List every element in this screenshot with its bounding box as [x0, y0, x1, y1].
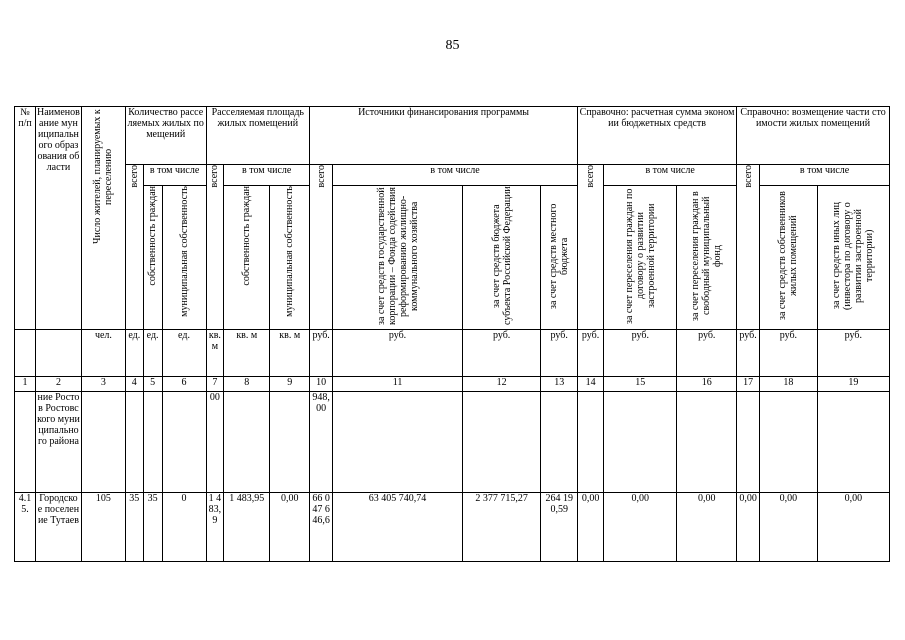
- header-row-1: [15, 107, 890, 165]
- col-header-num: № п/п: [15, 107, 36, 330]
- col-header-sav-total: всего: [578, 165, 604, 330]
- col-header-rooms-incl: в том числе: [143, 165, 206, 186]
- column-number-cell: 6: [162, 377, 206, 392]
- col-header-area: Расселяемая площадь жилых помещений: [206, 107, 310, 165]
- cell-sav-contract: [604, 392, 677, 493]
- cell-comp-owners: 0,00: [760, 493, 818, 562]
- cell-fin-subject: 2 377 715,27: [462, 493, 540, 562]
- cell-residents: 105: [81, 493, 125, 562]
- unit-cell: руб.: [333, 330, 463, 377]
- col-header-area-own: собственность граждан: [224, 186, 270, 330]
- unit-cell: руб.: [541, 330, 578, 377]
- cell-area-own: 1 483,95: [224, 493, 270, 562]
- col-header-area-mun: муниципальная собственность: [270, 186, 310, 330]
- cell-name: ние Ростов Ростовского муниципального района: [35, 392, 81, 493]
- unit-cell: руб.: [604, 330, 677, 377]
- col-header-fin-fund: за счет средств государственной корпорации – Фонда содействия реформированию жилищно-коммунального хозяйства: [333, 186, 463, 330]
- cell-rooms-mun: 0: [162, 493, 206, 562]
- col-header-fin-subject: за счет средств бюджета субъекта Российской Федерации: [462, 186, 540, 330]
- column-number-cell: 19: [817, 377, 889, 392]
- column-number-cell: 4: [125, 377, 143, 392]
- cell-num: 4.15.: [15, 493, 36, 562]
- header-row-2: [15, 165, 890, 186]
- page-number: 85: [445, 38, 460, 53]
- column-number-cell: 8: [224, 377, 270, 392]
- col-header-comp-other: за счет средств иных лиц (инвестора по договору о развитии застроенной территории): [817, 186, 889, 330]
- col-header-sav-incl: в том числе: [604, 165, 737, 186]
- cell-comp-other: [817, 392, 889, 493]
- col-header-sav-free: за счет переселения граждан в свободный муниципальный фонд: [677, 186, 737, 330]
- column-number-cell: 1: [15, 377, 36, 392]
- cell-fin-subject: [462, 392, 540, 493]
- col-header-residents: Число жителей, планируемых к переселению: [81, 107, 125, 330]
- unit-cell: ед.: [162, 330, 206, 377]
- unit-cell: руб.: [760, 330, 818, 377]
- cell-sav-total: [578, 392, 604, 493]
- column-number-cell: 14: [578, 377, 604, 392]
- column-number-cell: 15: [604, 377, 677, 392]
- col-header-rooms: Количество расселяемых жилых помещений: [125, 107, 206, 165]
- cell-comp-total: [737, 392, 760, 493]
- unit-cell: ед.: [143, 330, 162, 377]
- cell-rooms-total: [125, 392, 143, 493]
- cell-fin-total: 948,00: [310, 392, 333, 493]
- cell-sav-total: 0,00: [578, 493, 604, 562]
- cell-rooms-own: [143, 392, 162, 493]
- cell-rooms-own: 35: [143, 493, 162, 562]
- col-header-comp-total: всего: [737, 165, 760, 330]
- col-header-comp-owners: за счет средств собственников жилых помещений: [760, 186, 818, 330]
- cell-area-total: 00: [206, 392, 224, 493]
- unit-cell: руб.: [578, 330, 604, 377]
- cell-fin-local: [541, 392, 578, 493]
- unit-cell: руб.: [817, 330, 889, 377]
- unit-cell: кв.м: [206, 330, 224, 377]
- cell-fin-fund: [333, 392, 463, 493]
- unit-cell: чел.: [81, 330, 125, 377]
- cell-area-own: [224, 392, 270, 493]
- cell-comp-owners: [760, 392, 818, 493]
- cell-fin-total: 66 047 646,6: [310, 493, 333, 562]
- unit-cell: кв. м: [270, 330, 310, 377]
- column-number-cell: 10: [310, 377, 333, 392]
- col-header-area-total: всего: [206, 165, 224, 330]
- col-header-rooms-own: собственность граждан: [143, 186, 162, 330]
- cell-sav-free: 0,00: [677, 493, 737, 562]
- cell-sav-free: [677, 392, 737, 493]
- cell-residents: [81, 392, 125, 493]
- column-number-cell: 5: [143, 377, 162, 392]
- col-header-rooms-total: всего: [125, 165, 143, 330]
- column-number-cell: 13: [541, 377, 578, 392]
- cell-num: [15, 392, 36, 493]
- program-table: [14, 106, 890, 562]
- col-header-sources: Источники финансирования программы: [310, 107, 578, 165]
- col-header-fin-total: всего: [310, 165, 333, 330]
- column-number-cell: 7: [206, 377, 224, 392]
- col-header-name: Наименование муниципального образования области: [35, 107, 81, 330]
- col-header-fin-incl: в том числе: [333, 165, 578, 186]
- column-number-cell: 9: [270, 377, 310, 392]
- column-number-cell: 11: [333, 377, 463, 392]
- cell-area-mun: 0,00: [270, 493, 310, 562]
- unit-cell: [35, 330, 81, 377]
- column-number-cell: 2: [35, 377, 81, 392]
- cell-name: Городское поселение Тутаев: [35, 493, 81, 562]
- column-number-cell: 18: [760, 377, 818, 392]
- column-number-cell: 16: [677, 377, 737, 392]
- col-header-savings: Справочно: расчетная сумма экономии бюджетных средств: [578, 107, 737, 165]
- table-row: [15, 392, 890, 493]
- column-number-cell: 12: [462, 377, 540, 392]
- col-header-comp-incl: в том числе: [760, 165, 890, 186]
- unit-cell: кв. м: [224, 330, 270, 377]
- cell-comp-total: 0,00: [737, 493, 760, 562]
- col-header-compensation: Справочно: возмещение части стоимости жилых помещений: [737, 107, 890, 165]
- unit-cell: руб.: [737, 330, 760, 377]
- cell-comp-other: 0,00: [817, 493, 889, 562]
- unit-cell: руб.: [677, 330, 737, 377]
- cell-rooms-mun: [162, 392, 206, 493]
- units-row: [15, 330, 890, 377]
- cell-fin-local: 264 190,59: [541, 493, 578, 562]
- column-number-cell: 3: [81, 377, 125, 392]
- col-header-rooms-mun: муниципальная собственность: [162, 186, 206, 330]
- cell-fin-fund: 63 405 740,74: [333, 493, 463, 562]
- cell-rooms-total: 35: [125, 493, 143, 562]
- col-header-fin-local: за счет средств местного бюджета: [541, 186, 578, 330]
- col-header-sav-contract: за счет переселения граждан по договору о развитии застроенной территории: [604, 186, 677, 330]
- cell-sav-contract: 0,00: [604, 493, 677, 562]
- column-numbers-row: [15, 377, 890, 392]
- table-row: [15, 493, 890, 562]
- cell-area-total: 1 483,9: [206, 493, 224, 562]
- unit-cell: ед.: [125, 330, 143, 377]
- column-number-cell: 17: [737, 377, 760, 392]
- unit-cell: руб.: [310, 330, 333, 377]
- col-header-area-incl: в том числе: [224, 165, 310, 186]
- unit-cell: [15, 330, 36, 377]
- unit-cell: руб.: [462, 330, 540, 377]
- cell-area-mun: [270, 392, 310, 493]
